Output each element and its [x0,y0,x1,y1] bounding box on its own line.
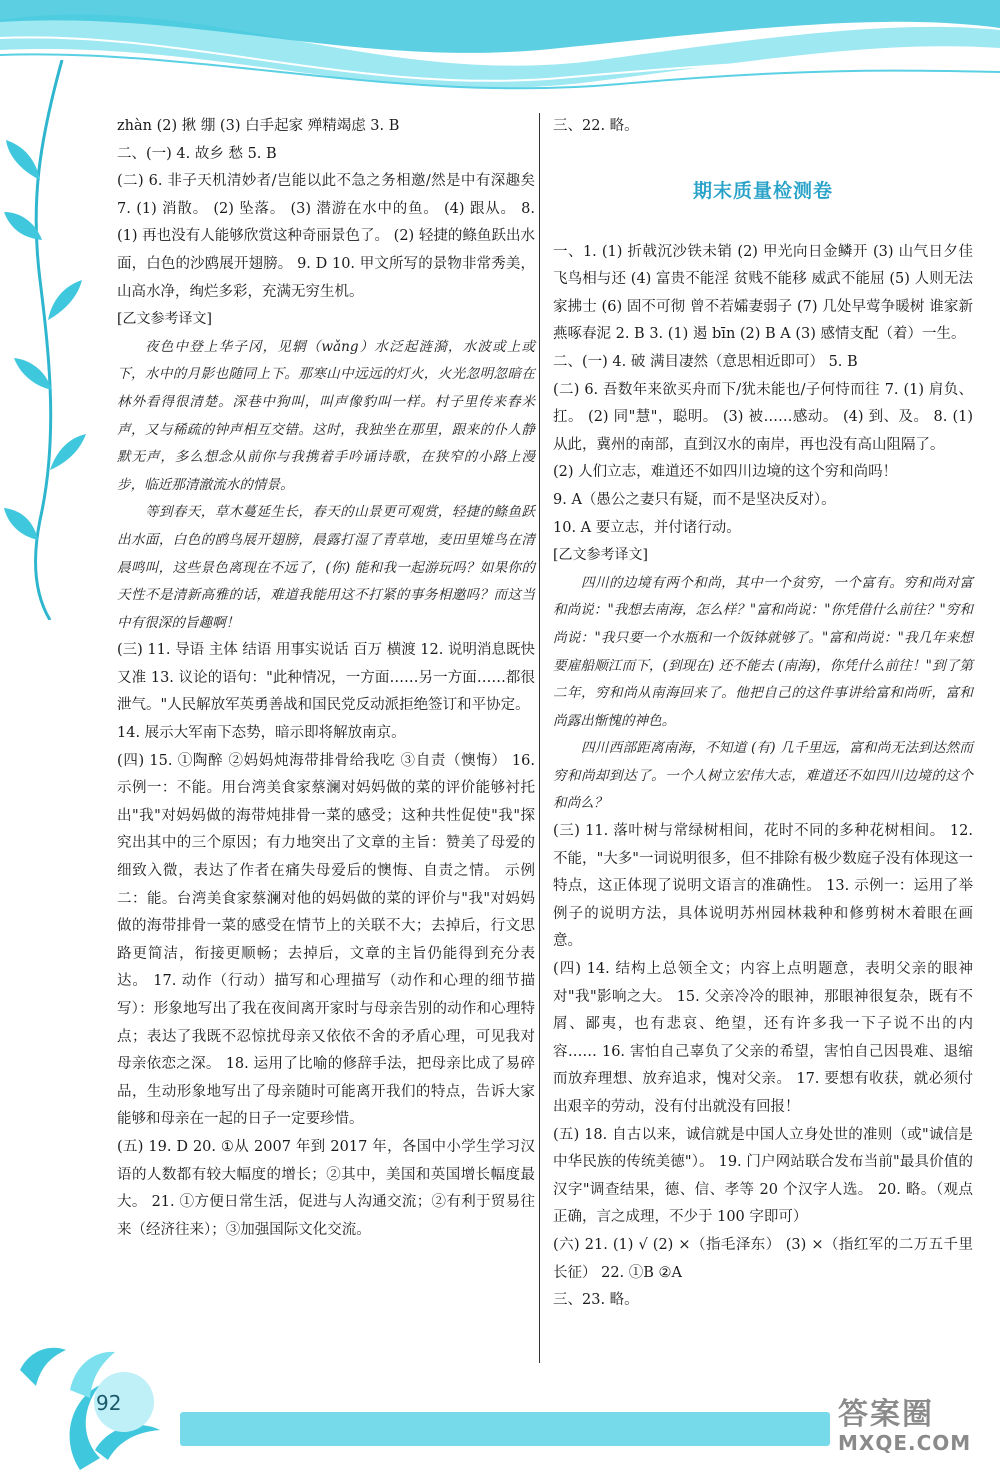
final-translation-paragraph-1: 四川的边境有两个和尚，其中一个贫穷，一个富有。穷和尚对富和尚说："我想去南海，怎么样？"富和尚说："你凭借什么前往？"穷和尚说："我只要一个水瓶和一个饭钵就够了。"富和尚说："我几年来想要雇船顺江而下，(到现在) 还不能去 (南海)，你凭什么前往！"到了第二年，穷和尚从南海回来了。他把自己的这件事讲给富和尚听，富和尚露出惭愧的神色。 [553,574,973,729]
answer-section-2-2: (二) 6. 非子天机清妙者/岂能以此不急之务相邀/然是中有深趣矣 7. (1) 消散。 (2) 坠落。 (3) 潜游在水中的鱼。 (4) 跟从。 8. (1) 再也没有人能够欣赏这种奇丽景色了。 (2) 轻捷的鲦鱼跃出水面，白色的沙鸥展开翅膀。 9. D 10. 甲文所写的景物非常秀美，山高水净，绚烂多彩，充满无穷生机。 [117,173,535,300]
final-answer-9: 9. A（愚公之妻只有疑，而不是坚决反对）。 [553,491,836,508]
answer-line-top: zhàn (2) 揪 绷 (3) 白手起家 殚精竭虑 3. B [117,118,400,134]
top-ribbon-decoration [0,0,1000,110]
column-divider [539,113,540,1363]
answer-section-3-22: 三、22. 略。 [553,118,639,134]
final-section-2-2: (二) 6. 吾数年来欲买舟而下/犹未能也/子何恃而往 7. (1) 肩负、扛。 (2) 同"慧"，聪明。 (3) 被……感动。 (4) 到、及。 8. (1) 从此，冀州的南部，直到汉水的南岸，再也没有高山阻隔了。 [553,381,973,453]
left-column [117,113,535,1244]
exam-title-row [553,141,973,239]
answer-section-2-4: (四) 15. ①陶醉 ②妈妈炖海带排骨给我吃 ③自责（懊悔） 16. 示例一：不能。用台湾美食家蔡澜对妈妈做的菜的评价能够衬托出"我"对妈妈做的海带炖排骨一菜的感受；这种共性促使"我"探究出其中的三个原因；有力地突出了文章的主旨：赞美了母爱的细致入微，表达了作者在痛失母爱后的懊悔、自责之情。 示例二：能。台湾美食家蔡澜对他的妈妈做的菜的评价与"我"对妈妈做的海带排骨一菜的感受在情节上的关联不大；去掉后，行文思路更简洁，衔接更顺畅；去掉后，文章的主旨仍能得到充分表达。 17. 动作（行动）描写和心理描写（动作和心理的细节描写）：形象地写出了我在夜间离开家时与母亲告别的动作和心理特点；表达了我既不忍惊扰母亲又依依不舍的矛盾心理，可见我对母亲依恋之深。 18. 运用了比喻的修辞手法，把母亲比成了易碎品，生动形象地写出了母亲随时可能离开我们的特点，告诉大家能够和母亲在一起的日子一定要珍惜。 [117,752,535,1128]
translation-paragraph-2: 等到春天，草木蔓延生长，春天的山景更可观赏，轻捷的鲦鱼跃出水面，白色的鸥鸟展开翅膀，晨露打湿了青草地，麦田里雉鸟在清晨鸣叫，这些景色离现在不远了，(你) 能和我一起游玩吗？如果你的天性不是清新高雅的话，难道我能用这不打紧的事务相邀吗？而这当中有很深的旨趣啊！ [117,504,535,631]
answer-section-2-3: (三) 11. 导语 主体 结语 用事实说话 百万 横渡 12. 说明消息既快又准 13. 议论的语句："此种情况，一方面……另一方面……都很泄气。"人民解放军英勇善战和国民党反动派拒绝签订和平协定。 [117,642,535,714]
watermark-logo-text: 答案圈 [838,1397,934,1432]
final-translation-paragraph-2: 四川西部距离南海，不知道 (有) 几千里远，富和尚无法到达然而穷和尚却到达了。一个人树立宏伟大志，难道还不如四川边境的这个和尚么？ [553,740,973,812]
final-section-3: 三、23. 略。 [553,1292,639,1309]
final-section-2-6: (六) 21. (1) √ (2) ×（指毛泽东） (3) ×（指红军的二万五千里长征） 22. ①B ②A [553,1236,973,1281]
final-section-2-1: 二、(一) 4. 破 满目凄然（意思相近即可） 5. B [553,353,858,370]
left-vine-decoration [0,60,110,620]
answer-item-14: 14. 展示大军南下态势，暗示即将解放南京。 [117,725,406,742]
translation-paragraph-1: 夜色中登上华子冈，见辋（wǎng）水泛起涟漪，水波或上或下，水中的月影也随同上下。那寒山中远远的灯火，火光忽明忽暗在林外看得很清楚。深巷中狗叫，叫声像豹叫一样。村子里传来舂米声，又与稀疏的钟声相互交错。这时，我独坐在那里，跟来的仆人静默无声，多么想念从前你与我携着手吟诵诗歌，在狭窄的小路上漫步，临近那清澈流水的情景。 [117,338,535,493]
final-section-1: 一、1. (1) 折戟沉沙铁未销 (2) 甲光向日金鳞开 (3) 山气日夕佳 飞鸟相与还 (4) 富贵不能淫 贫贱不能移 威武不能屈 (5) 人则无法家拂士 (6) 固不可彻 曾不若孀妻弱子 (7) 几处早莺争暖树 谁家新燕啄春泥 2. B 3. (1) 遏 bīn (2) B A (3) 感情支配（着）一生。 [553,243,973,343]
right-column [553,113,973,1315]
watermark [838,1398,971,1454]
final-answer-10: 10. A 要立志，并付诸行动。 [553,519,741,536]
exam-title: 期末质量检测卷 [692,180,833,203]
translation-heading: [乙文参考译文] [117,311,212,328]
final-section-2-3: (三) 11. 落叶树与常绿树相间，花时不同的多种花树相间。 12. 不能，"大多"一词说明很多，但不排除有极少数庭子没有体现这一特点，这正体现了说明文语言的准确性。 13. 示例一：运用了举例子的说明方法，具体说明苏州园林栽种和修剪树木着眼在画意。 [553,823,973,950]
final-translation-heading: [乙文参考译文] [553,547,648,564]
answer-section-2-1: 二、(一) 4. 故乡 愁 5. B [117,145,277,162]
watermark-url: MXQE.COM [838,1431,972,1455]
final-answer-8-2: (2) 人们立志，难道还不如四川边境的这个穷和尚吗！ [553,464,898,481]
page-number: 92 [96,1391,122,1415]
final-section-2-5: (五) 18. 自古以来，诚信就是中国人立身处世的准则（或"诚信是中华民族的传统美德"）。 19. 门户网站联合发布当前"最具价值的汉字"调查结果，德、信、孝等 20 个汉字人选。 20. 略。（观点正确，言之成理，不少于 100 字即可） [553,1126,973,1226]
answer-section-2-5: (五) 19. D 20. ①从 2007 年到 2017 年，各国中小学生学习汉语的人数都有较大幅度的增长；②其中，美国和英国增长幅度最大。 21. ①方便日常生活，促进与人沟通交流；②有利于贸易往来（经济往来）；③加强国际文化交流。 [117,1138,535,1238]
final-section-2-4: (四) 14. 结构上总领全文；内容上点明题意，表明父亲的眼神对"我"影响之大。 15. 父亲冷冷的眼神，那眼神很复杂，既有不屑、鄙夷，也有悲哀、绝望，还有许多我一下子说不出的内容…… 16. 害怕自己辜负了父亲的希望，害怕自己因畏难、退缩而放弃理想、放弃追求，愧对父亲。 17. 要想有收获，就必须付出艰辛的劳动，没有付出就没有回报！ [553,961,973,1115]
